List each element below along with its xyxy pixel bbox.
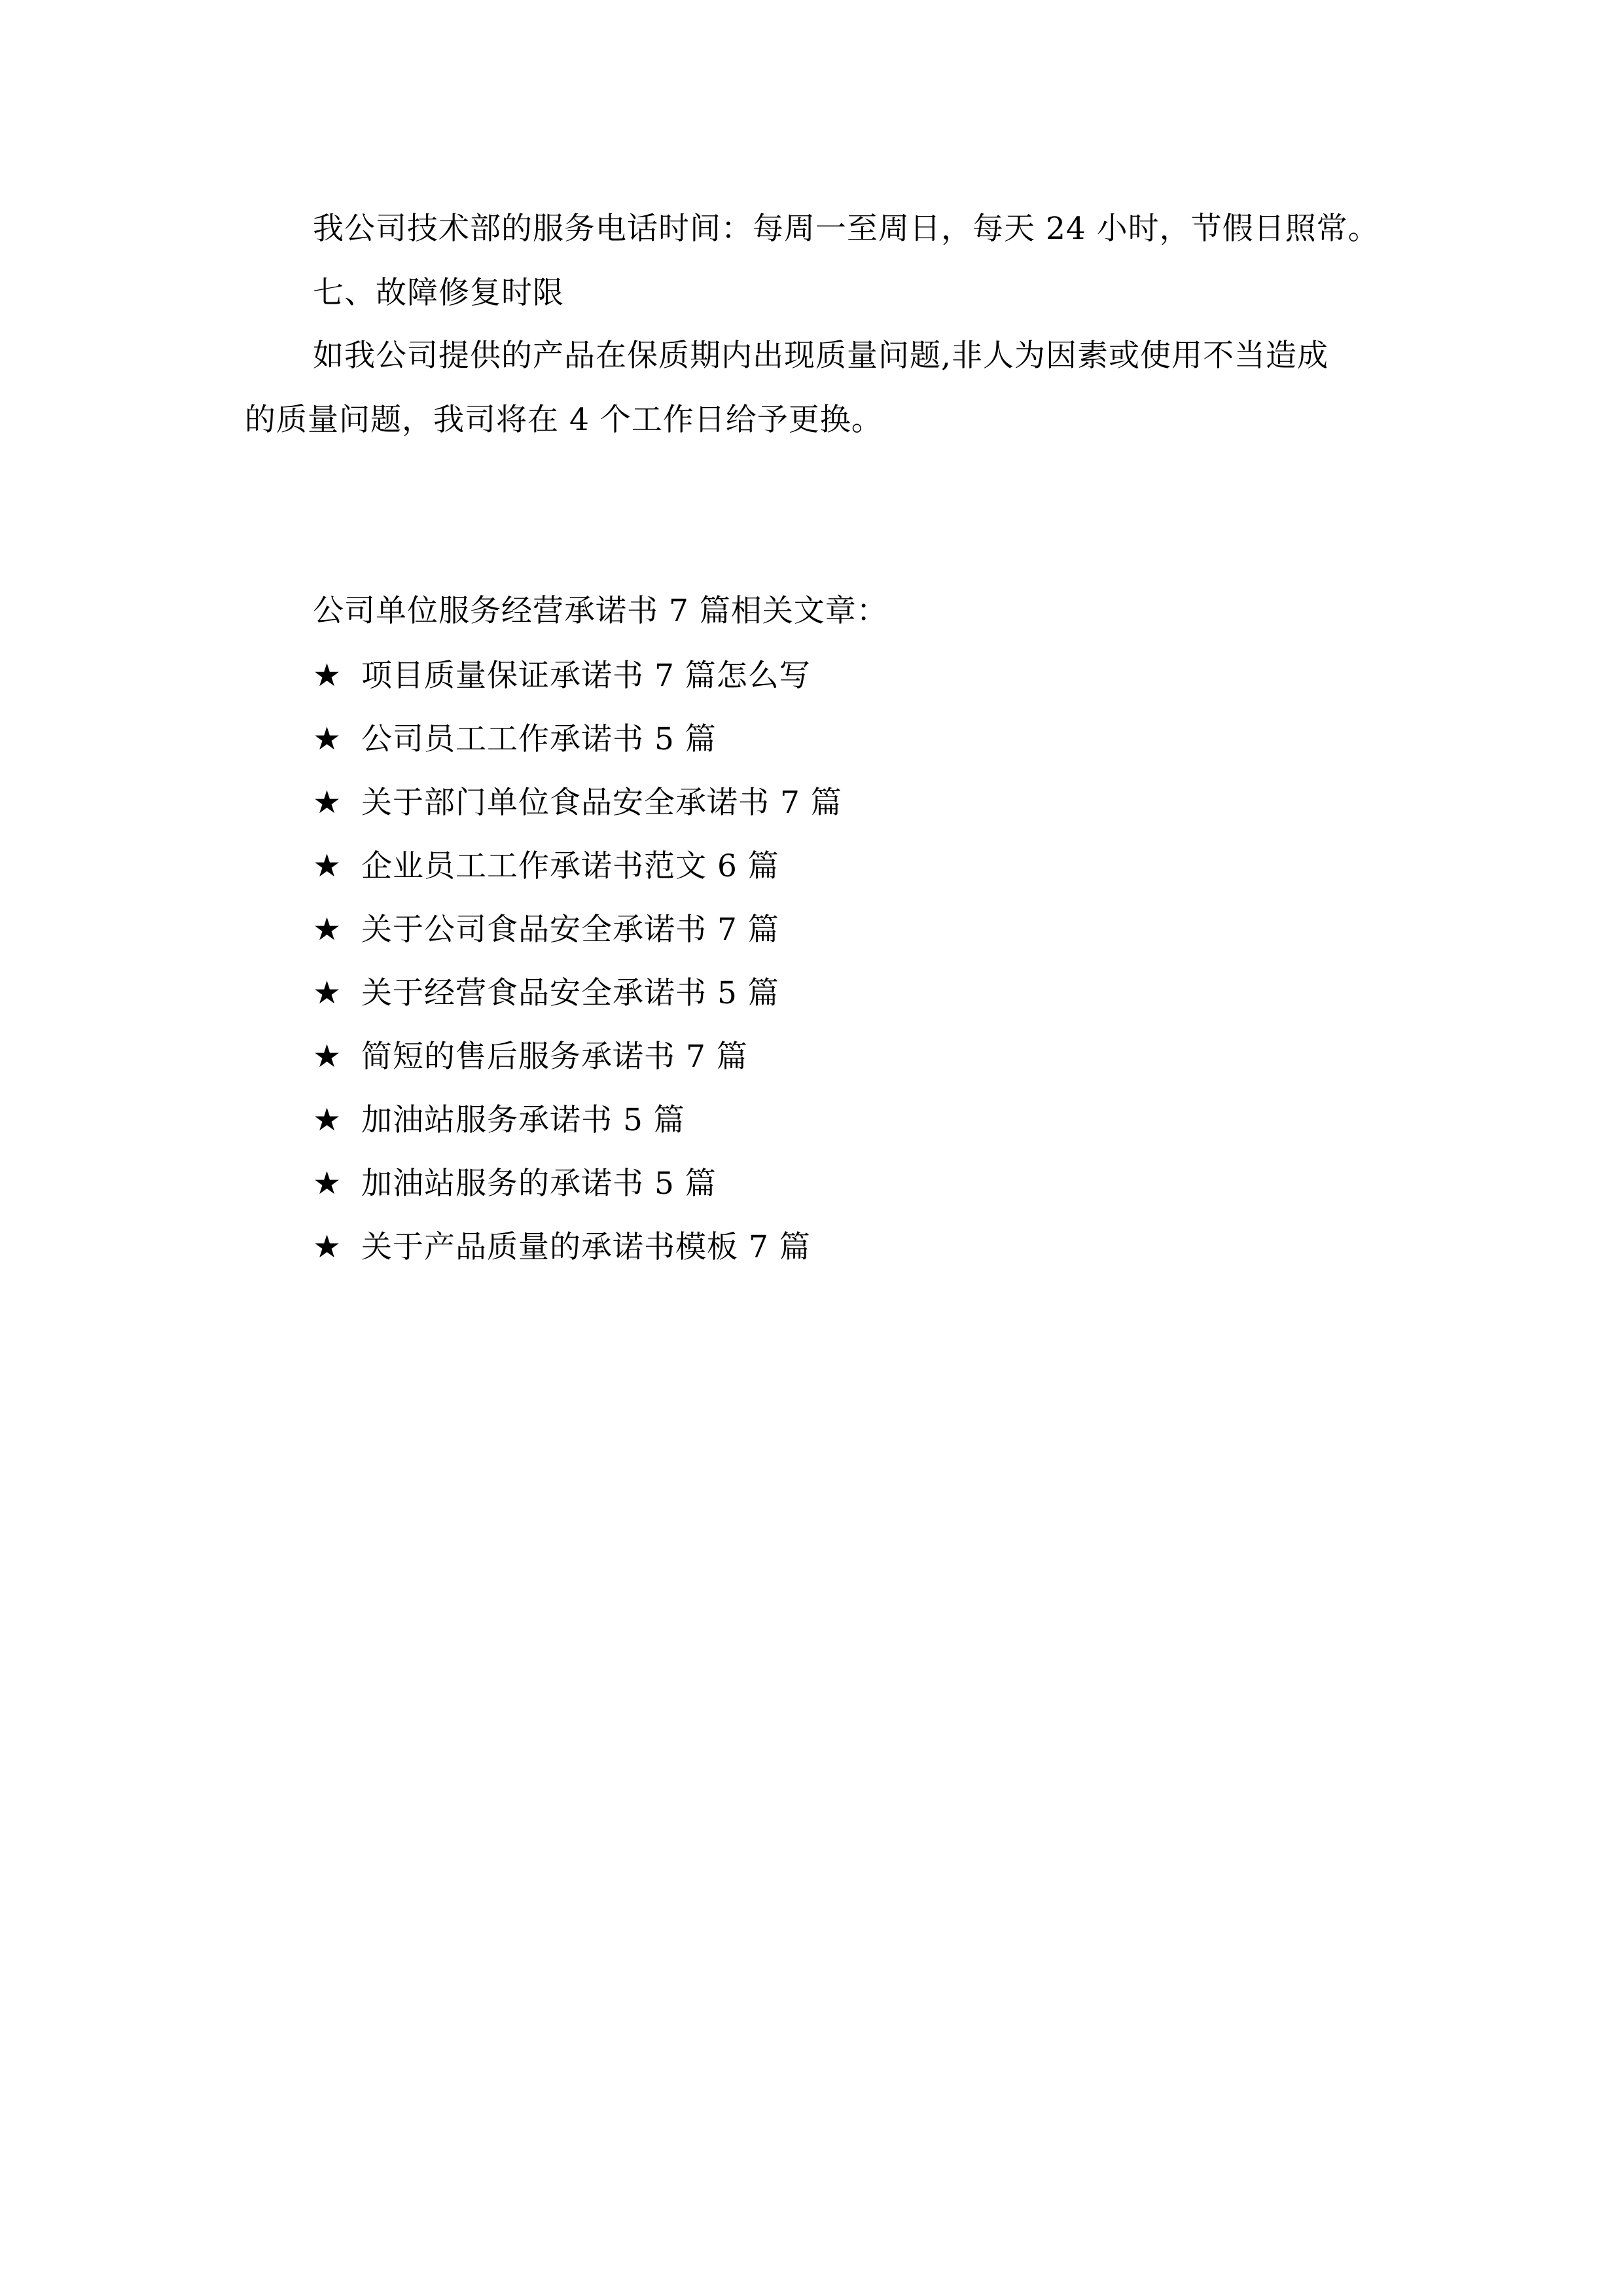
related-article-link[interactable] bbox=[313, 910, 779, 950]
star-icon: ★ bbox=[313, 1102, 342, 1138]
related-article-title: 简短的售后服务承诺书 7 篇 bbox=[361, 1039, 748, 1075]
related-article-title: 公司员工工作承诺书 5 篇 bbox=[361, 721, 717, 757]
star-icon: ★ bbox=[313, 975, 342, 1011]
related-article-link[interactable] bbox=[313, 1037, 748, 1077]
related-article-title: 加油站服务承诺书 5 篇 bbox=[361, 1102, 685, 1138]
related-article-link[interactable] bbox=[313, 656, 811, 696]
star-icon: ★ bbox=[313, 848, 342, 884]
related-article-link[interactable] bbox=[313, 1164, 717, 1204]
star-icon: ★ bbox=[313, 1165, 342, 1202]
star-icon: ★ bbox=[313, 784, 342, 821]
related-article-link[interactable] bbox=[313, 719, 717, 759]
related-article-link[interactable] bbox=[313, 846, 779, 886]
star-icon: ★ bbox=[313, 1038, 342, 1075]
related-article-title: 关于公司食品安全承诺书 7 篇 bbox=[361, 912, 779, 948]
related-article-title: 关于产品质量的承诺书模板 7 篇 bbox=[361, 1229, 811, 1265]
related-articles-heading: 公司单位服务经营承诺书 7 篇相关文章： bbox=[313, 593, 888, 629]
related-article-title: 项目质量保证承诺书 7 篇怎么写 bbox=[361, 658, 811, 694]
section-heading: 七、故障修复时限 bbox=[313, 275, 564, 311]
repair-paragraph-line-2: 的质量问题，我司将在 4 个工作日给予更换。 bbox=[245, 402, 883, 438]
star-icon: ★ bbox=[313, 721, 342, 757]
service-hours-paragraph: 我公司技术部的服务电话时间：每周一至周日，每天 24 小时，节假日照常。 bbox=[313, 211, 1380, 247]
star-icon: ★ bbox=[313, 911, 342, 948]
related-article-title: 关于经营食品安全承诺书 5 篇 bbox=[361, 975, 779, 1011]
related-article-link[interactable] bbox=[313, 783, 842, 823]
related-article-link[interactable] bbox=[313, 973, 779, 1013]
related-article-title: 企业员工工作承诺书范文 6 篇 bbox=[361, 848, 779, 884]
star-icon: ★ bbox=[313, 657, 342, 694]
related-article-link[interactable] bbox=[313, 1227, 811, 1267]
star-icon: ★ bbox=[313, 1229, 342, 1265]
repair-paragraph-line-1: 如我公司提供的产品在保质期内出现质量问题,非人为因素或使用不当造成 bbox=[313, 338, 1329, 374]
related-article-link[interactable] bbox=[313, 1100, 685, 1140]
related-article-title: 加油站服务的承诺书 5 篇 bbox=[361, 1166, 717, 1202]
related-article-title: 关于部门单位食品安全承诺书 7 篇 bbox=[361, 785, 842, 821]
